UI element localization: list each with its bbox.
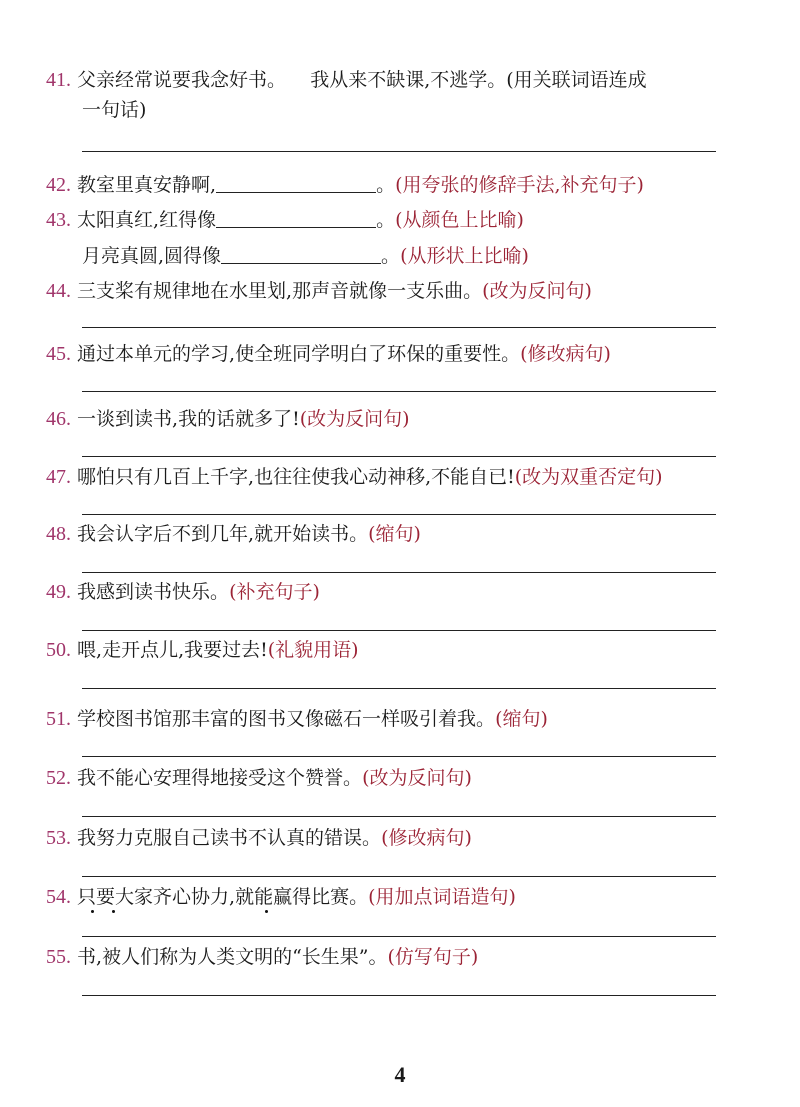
- fill-blank-43b[interactable]: [221, 243, 381, 264]
- question-number: 41.: [46, 69, 71, 91]
- question-number: 52.: [46, 767, 71, 789]
- question-text: 我不能心安理得地接受这个赞誉。: [77, 767, 363, 789]
- fill-blank-43a[interactable]: [216, 207, 376, 228]
- fill-blank-42[interactable]: [216, 172, 376, 193]
- emphasis-dot: [112, 910, 115, 913]
- emphasis-dot: [91, 910, 94, 913]
- question-43a: [46, 207, 720, 232]
- period: 。: [376, 174, 396, 196]
- period: 。: [381, 245, 401, 267]
- page-number: 4: [394, 1062, 406, 1087]
- question-53: [46, 826, 720, 850]
- question-text: 我感到读书快乐。: [77, 581, 230, 603]
- answer-line-52[interactable]: [82, 816, 716, 817]
- question-text: 我努力克服自己读书不认真的错误。: [77, 827, 382, 849]
- question-49: [46, 580, 720, 604]
- question-52: [46, 766, 720, 790]
- answer-line-55[interactable]: [82, 995, 716, 996]
- question-number: 44.: [46, 280, 71, 302]
- answer-line-50[interactable]: [82, 688, 716, 689]
- question-47: [46, 465, 720, 489]
- question-55: [46, 945, 720, 969]
- question-text: 月亮真圆,圆得像: [82, 245, 222, 267]
- question-48: [46, 522, 720, 546]
- question-text: 哪怕只有几百上千字,也往往使我心动神移,不能自已!: [77, 466, 515, 488]
- question-41: [46, 68, 720, 92]
- answer-line-47[interactable]: [82, 514, 716, 515]
- instruction: (用加点词语造句): [368, 886, 516, 908]
- question-number: 54.: [46, 886, 71, 908]
- answer-line-41[interactable]: [82, 151, 716, 152]
- question-text: 太阳真红,红得像: [77, 209, 217, 231]
- question-number: 47.: [46, 466, 71, 488]
- question-number: 42.: [46, 174, 71, 196]
- question-number: 50.: [46, 639, 71, 661]
- answer-line-53[interactable]: [82, 876, 716, 877]
- instruction: (改为双重否定句): [514, 466, 663, 488]
- answer-line-48[interactable]: [82, 572, 716, 573]
- question-43b: [82, 243, 720, 268]
- question-44: [46, 279, 720, 303]
- instruction: (补充句子): [229, 581, 320, 603]
- question-45: [46, 342, 720, 366]
- instruction: (用夸张的修辞手法,补充句子): [395, 174, 644, 196]
- question-number: 53.: [46, 827, 71, 849]
- instruction: (改为反问句): [299, 408, 410, 430]
- question-number: 49.: [46, 581, 71, 603]
- question-51: [46, 707, 720, 731]
- question-number: 48.: [46, 523, 71, 545]
- question-46: [46, 407, 720, 431]
- instruction: (从颜色上比喻): [395, 209, 524, 231]
- question-text: 父亲经常说要我念好书。 我从来不缺课,不逃学。(用关联词语连成: [77, 69, 647, 91]
- question-text: 喂,走开点儿,我要过去!: [77, 639, 268, 661]
- emphasis-dot: [265, 910, 268, 913]
- answer-line-46[interactable]: [82, 456, 716, 457]
- instruction: (改为反问句): [362, 767, 472, 789]
- question-text: 我会认字后不到几年,就开始读书。: [77, 523, 369, 545]
- question-42: [46, 172, 720, 197]
- answer-line-44[interactable]: [82, 327, 716, 328]
- question-text: 一谈到读书,我的话就多了!: [77, 408, 300, 430]
- question-text: 只要大家齐心协力,就能赢得比赛。: [77, 886, 369, 908]
- instruction: (修改病句): [381, 827, 472, 849]
- question-number: 51.: [46, 708, 71, 730]
- instruction: (缩句): [495, 708, 548, 730]
- question-number: 46.: [46, 408, 71, 430]
- question-text: 教室里真安静啊,: [77, 174, 217, 196]
- answer-line-45[interactable]: [82, 391, 716, 392]
- instruction: (改为反问句): [482, 280, 592, 302]
- question-number: 43.: [46, 209, 71, 231]
- instruction: (仿写句子): [387, 946, 479, 968]
- instruction: (从形状上比喻): [400, 245, 529, 267]
- question-text: 学校图书馆那丰富的图书又像磁石一样吸引着我。: [77, 708, 496, 730]
- question-number: 55.: [46, 946, 71, 968]
- question-41-continuation: 一句话): [82, 99, 147, 121]
- instruction: (礼貌用语): [267, 639, 359, 661]
- question-number: 45.: [46, 343, 71, 365]
- period: 。: [376, 209, 396, 231]
- question-54: [46, 885, 720, 909]
- question-text: 书,被人们称为人类文明的“长生果”。: [77, 946, 388, 968]
- question-text: 三支桨有规律地在水里划,那声音就像一支乐曲。: [77, 280, 483, 302]
- answer-line-49[interactable]: [82, 630, 716, 631]
- instruction: (缩句): [368, 523, 421, 545]
- instruction: (修改病句): [520, 343, 611, 365]
- answer-line-51[interactable]: [82, 756, 716, 757]
- answer-line-54[interactable]: [82, 936, 716, 937]
- question-text: 通过本单元的学习,使全班同学明白了环保的重要性。: [77, 343, 521, 365]
- question-50: [46, 638, 720, 662]
